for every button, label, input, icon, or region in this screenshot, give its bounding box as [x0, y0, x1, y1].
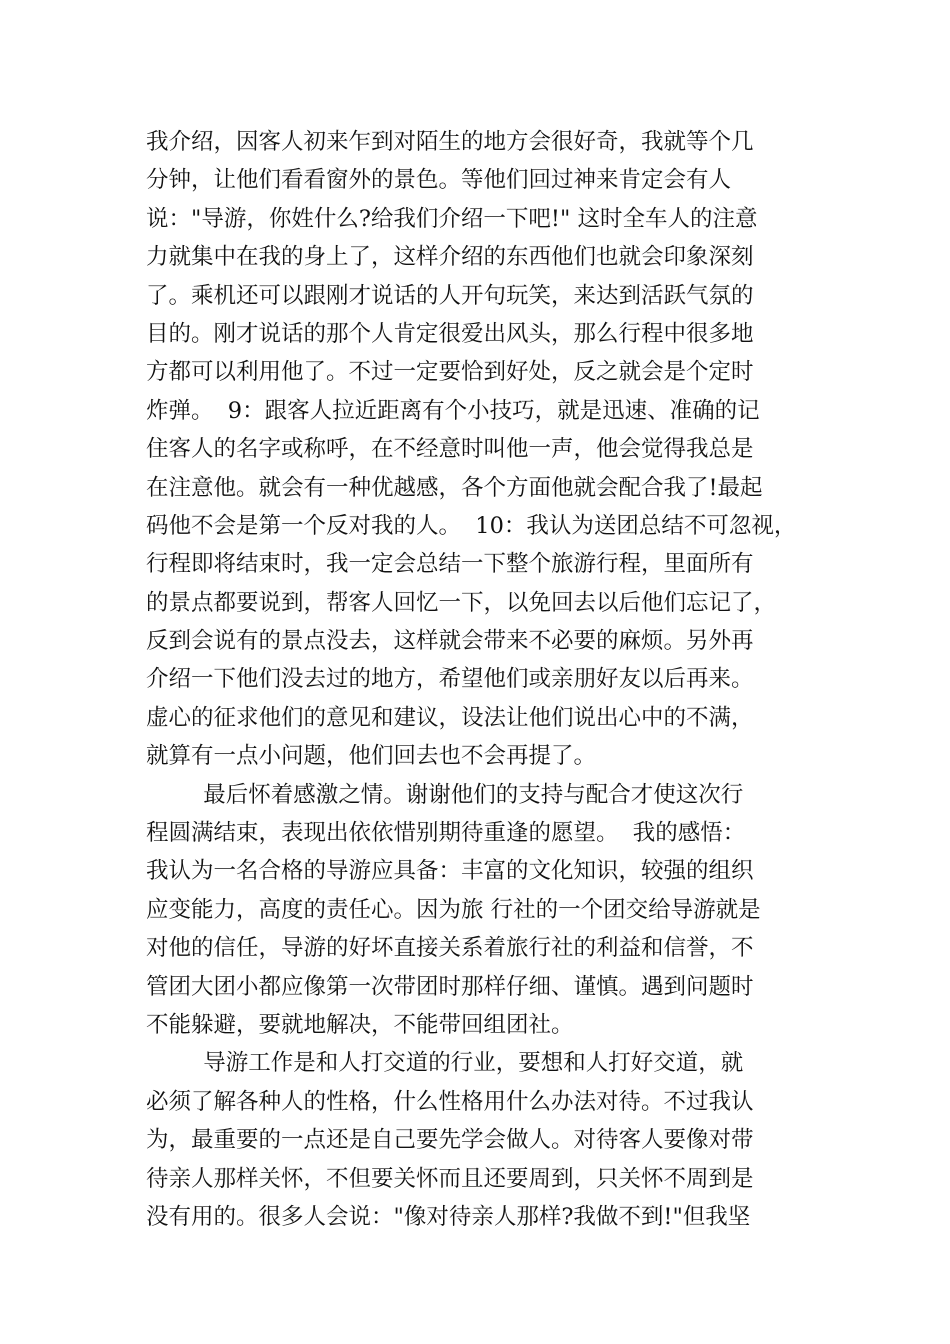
- text-line: 分钟，让他们看看窗外的景色。等他们回过神来肯定会有人: [146, 167, 732, 194]
- text-line: 虚心的征求他们的意见和建议，设法让他们说出心中的不满，: [146, 704, 754, 731]
- text-line: 没有用的。很多人会说："像对待亲人那样?我做不到!"但我坚: [146, 1203, 751, 1230]
- text-line: 为，最重要的一点还是自己要先学会做人。对待客人要像对带: [146, 1127, 754, 1154]
- text-line: 程圆满结束，表现出依依惜别期待重逢的愿望。 我的感悟：: [146, 820, 746, 847]
- text-line: 反到会说有的景点没去，这样就会带来不必要的麻烦。另外再: [146, 628, 754, 655]
- text-line: 炸弹。 9：跟客人拉近距离有个小技巧，就是迅速、准确的记: [146, 397, 760, 424]
- text-line: 在注意他。就会有一种优越感，各个方面他就会配合我了!最起: [146, 474, 763, 501]
- text-line: 说："导游，你姓什么?给我们介绍一下吧!" 这时全车人的注意: [146, 205, 758, 232]
- text-line: 我介绍，因客人初来乍到对陌生的地方会很好奇，我就等个几: [146, 129, 754, 155]
- text-line: 介绍一下他们没去过的地方，希望他们或亲朋好友以后再来。: [146, 666, 754, 693]
- text-line: 管团大团小都应像第一次带团时那样仔细、谨慎。遇到问题时: [146, 973, 754, 1000]
- text-line: 就算有一点小问题，他们回去也不会再提了。: [146, 743, 597, 770]
- text-line: 目的。刚才说话的那个人肯定很爱出风头，那么行程中很多地: [146, 320, 754, 347]
- text-line: 待亲人那样关怀，不但要关怀而且还要周到，只关怀不周到是: [146, 1165, 754, 1192]
- text-line: 应变能力，高度的责任心。因为旅 行社的一个团交给导游就是: [146, 896, 761, 923]
- text-line: 行程即将结束时，我一定会总结一下整个旅游行程，里面所有: [146, 551, 754, 578]
- text-line: 必须了解各种人的性格，什么性格用什么办法对待。不过我认: [146, 1088, 754, 1115]
- text-line: 我认为一名合格的导游应具备：丰富的文化知识，较强的组织: [146, 858, 754, 885]
- body-text: [146, 123, 816, 1236]
- text-line: 不能躲避，要就地解决，不能带回组团社。: [146, 1011, 574, 1038]
- text-line: 最后怀着感激之情。谢谢他们的支持与配合才使这次行: [146, 781, 744, 808]
- text-line: 力就集中在我的身上了，这样介绍的东西他们也就会印象深刻: [146, 244, 754, 271]
- text-line: 住客人的名字或称呼，在不经意时叫他一声，他会觉得我总是: [146, 436, 754, 463]
- text-line: 对他的信任，导游的好坏直接关系着旅行社的利益和信誉，不: [146, 935, 754, 962]
- text-line: 方都可以利用他了。不过一定要恰到好处，反之就会是个定时: [146, 359, 754, 386]
- text-line: 导游工作是和人打交道的行业，要想和人打好交道，就: [146, 1050, 744, 1077]
- text-line: 了。乘机还可以跟刚才说话的人开句玩笑，来达到活跃气氛的: [146, 282, 754, 309]
- text-line: 的景点都要说到，帮客人回忆一下，以免回去以后他们忘记了，: [146, 589, 777, 616]
- text-line: 码他不会是第一个反对我的人。 10：我认为送团总结不可忽视，: [146, 512, 797, 539]
